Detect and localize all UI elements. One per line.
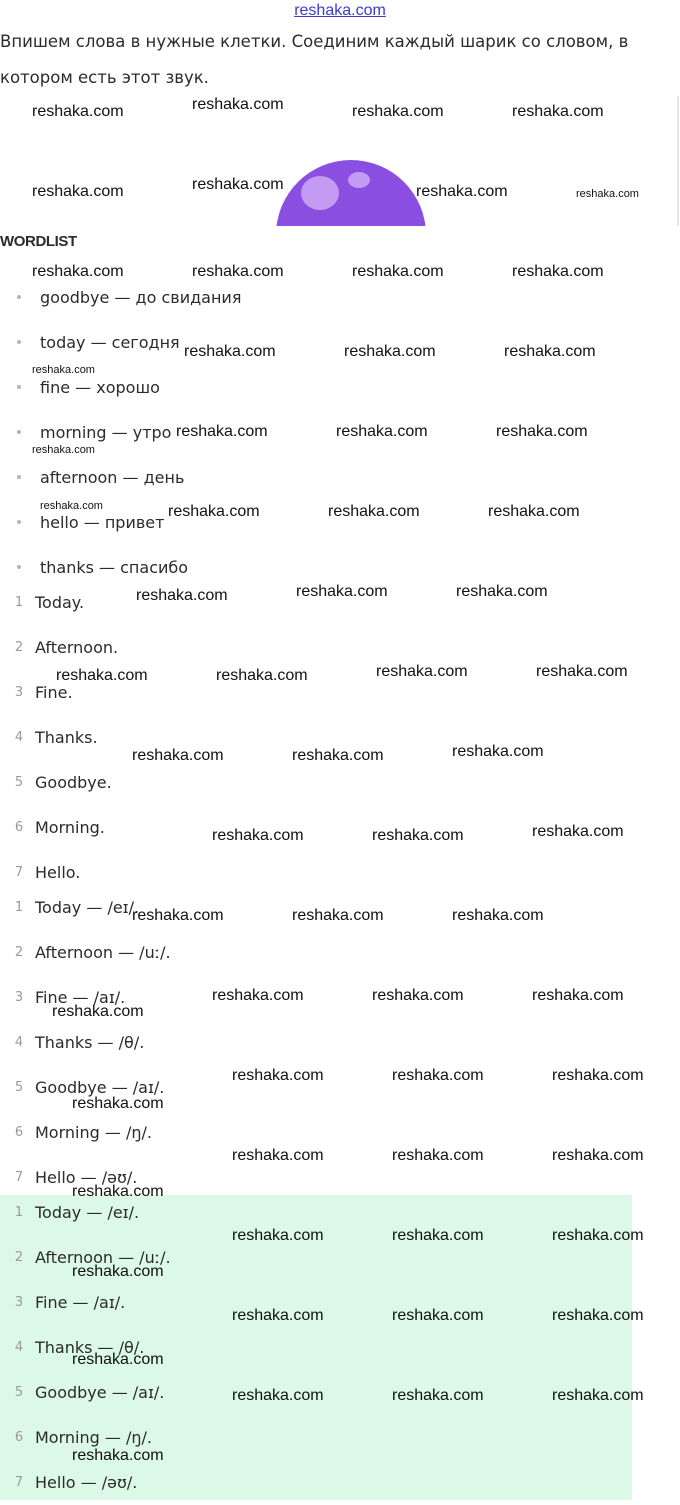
watermark-text: reshaka.com — [552, 1067, 644, 1084]
watermark-text: reshaka.com — [532, 823, 624, 840]
bullet-icon — [17, 430, 21, 434]
list-number: 5 — [14, 1080, 24, 1095]
watermark-text: reshaka.com — [512, 103, 604, 120]
list-item-text: Fine — /aɪ/. — [35, 988, 126, 1007]
list-item-text: Thanks. — [35, 728, 98, 747]
list-number: 3 — [14, 990, 24, 1005]
list-item-text: Afternoon. — [35, 638, 119, 657]
watermark-text: reshaka.com — [192, 263, 284, 280]
watermark-text: reshaka.com — [56, 667, 148, 684]
watermark-text: reshaka.com — [40, 500, 103, 512]
watermark-text: reshaka.com — [192, 176, 284, 193]
list-item-text: Fine. — [35, 683, 73, 702]
list-number: 6 — [14, 1125, 24, 1140]
watermark-text: reshaka.com — [32, 444, 95, 456]
watermark-text: reshaka.com — [72, 1447, 164, 1464]
list-item-text: Morning — /ŋ/. — [35, 1123, 152, 1142]
watermark-text: reshaka.com — [212, 987, 304, 1004]
watermark-text: reshaka.com — [132, 907, 224, 924]
watermark-text: reshaka.com — [452, 907, 544, 924]
list-item-text: Hello — /əʊ/. — [35, 1473, 138, 1492]
bullet-icon — [17, 295, 21, 299]
watermark-text: reshaka.com — [352, 103, 444, 120]
watermark-text: reshaka.com — [352, 263, 444, 280]
wordlist-item-text: hello — привет — [40, 513, 165, 532]
list-number: 2 — [14, 945, 24, 960]
watermark-text: reshaka.com — [532, 987, 624, 1004]
watermark-text: reshaka.com — [176, 423, 268, 440]
wordlist-item-text: today — сегодня — [40, 333, 180, 352]
watermark-text: reshaka.com — [292, 747, 384, 764]
wordlist-item-text: afternoon — день — [40, 468, 185, 487]
watermark-text: reshaka.com — [416, 183, 508, 200]
watermark-text: reshaka.com — [452, 743, 544, 760]
watermark-text: reshaka.com — [512, 263, 604, 280]
list-number: 6 — [14, 1430, 24, 1445]
watermark-text: reshaka.com — [488, 503, 580, 520]
watermark-text: reshaka.com — [212, 827, 304, 844]
wordlist-item-text: goodbye — до свидания — [40, 288, 242, 307]
list-number: 1 — [14, 1205, 24, 1220]
watermark-text: reshaka.com — [552, 1227, 644, 1244]
list-item-text: Goodbye — /aɪ/. — [35, 1383, 165, 1402]
wordlist-item-text: fine — хорошо — [40, 378, 160, 397]
watermark-text: reshaka.com — [52, 1003, 144, 1020]
bullet-icon — [17, 475, 21, 479]
watermark-text: reshaka.com — [168, 503, 260, 520]
watermark-text: reshaka.com — [72, 1263, 164, 1280]
watermark-text: reshaka.com — [232, 1147, 324, 1164]
list-item-text: Hello — /əʊ/. — [35, 1168, 138, 1187]
watermark-text: reshaka.com — [72, 1183, 164, 1200]
list-number: 7 — [14, 865, 24, 880]
watermark-text: reshaka.com — [344, 343, 436, 360]
list-item-text: Afternoon — /uː/. — [35, 943, 171, 962]
watermark-text: reshaka.com — [496, 423, 588, 440]
list-item-text: Fine — /aɪ/. — [35, 1293, 126, 1312]
scroll-edge — [677, 96, 679, 226]
list-number: 4 — [14, 1340, 24, 1355]
watermark-text: reshaka.com — [552, 1307, 644, 1324]
watermark-text: reshaka.com — [292, 907, 384, 924]
list-number: 4 — [14, 730, 24, 745]
list-number: 5 — [14, 1385, 24, 1400]
list-number: 1 — [14, 595, 24, 610]
watermark-text: reshaka.com — [216, 667, 308, 684]
watermark-text: reshaka.com — [72, 1095, 164, 1112]
watermark-text: reshaka.com — [504, 343, 596, 360]
list-item-text: Today — /eɪ/. — [35, 1203, 140, 1222]
watermark-text: reshaka.com — [392, 1147, 484, 1164]
watermark-text: reshaka.com — [392, 1067, 484, 1084]
bullet-icon — [17, 520, 21, 524]
watermark-text: reshaka.com — [456, 583, 548, 600]
list-number: 7 — [14, 1475, 24, 1490]
list-item-text: Goodbye — /aɪ/. — [35, 1078, 165, 1097]
watermark-text: reshaka.com — [232, 1387, 324, 1404]
task-instruction: Впишем слова в нужные клетки. Соединим каждый шарик со словом, в котором есть этот звук. — [0, 32, 629, 87]
list-item-text: Thanks — /θ/. — [35, 1033, 145, 1052]
wordlist-item-text: morning — утро — [40, 423, 172, 442]
watermark-text: reshaka.com — [392, 1227, 484, 1244]
balloon-image — [276, 160, 426, 226]
list-number: 3 — [14, 685, 24, 700]
list-number: 1 — [14, 900, 24, 915]
watermark-text: reshaka.com — [392, 1307, 484, 1324]
list-item-text: Hello. — [35, 863, 81, 882]
list-item-text: Morning — /ŋ/. — [35, 1428, 152, 1447]
watermark-text: reshaka.com — [136, 587, 228, 604]
list-item-text: Thanks — /θ/. — [35, 1338, 145, 1357]
list-number: 2 — [14, 640, 24, 655]
watermark-text: reshaka.com — [184, 343, 276, 360]
watermark-text: reshaka.com — [376, 663, 468, 680]
watermark-text: reshaka.com — [536, 663, 628, 680]
list-item-text: Morning. — [35, 818, 105, 837]
list-number: 5 — [14, 775, 24, 790]
watermark-text: reshaka.com — [192, 96, 284, 113]
watermark-text: reshaka.com — [72, 1351, 164, 1368]
site-header-link[interactable]: reshaka.com — [294, 2, 386, 19]
watermark-text: reshaka.com — [32, 263, 124, 280]
list-item-text: Today — /eɪ/. — [35, 898, 140, 917]
wordlist-item-text: thanks — спасибо — [40, 558, 189, 577]
bullet-icon — [17, 565, 21, 569]
list-number: 4 — [14, 1035, 24, 1050]
list-number: 2 — [14, 1250, 24, 1265]
watermark-text: reshaka.com — [32, 103, 124, 120]
watermark-text: reshaka.com — [576, 188, 639, 200]
list-number: 6 — [14, 820, 24, 835]
watermark-text: reshaka.com — [328, 503, 420, 520]
watermark-text: reshaka.com — [392, 1387, 484, 1404]
list-item-text: Today. — [35, 593, 85, 612]
list-item-text: Goodbye. — [35, 773, 112, 792]
watermark-text: reshaka.com — [372, 827, 464, 844]
watermark-text: reshaka.com — [296, 583, 388, 600]
watermark-text: reshaka.com — [232, 1307, 324, 1324]
watermark-text: reshaka.com — [232, 1227, 324, 1244]
list-number: 3 — [14, 1295, 24, 1310]
watermark-text: reshaka.com — [552, 1147, 644, 1164]
list-number: 7 — [14, 1170, 24, 1185]
watermark-text: reshaka.com — [336, 423, 428, 440]
watermark-text: reshaka.com — [132, 747, 224, 764]
watermark-text: reshaka.com — [232, 1067, 324, 1084]
bullet-icon — [17, 340, 21, 344]
wordlist-title: WORDLIST — [0, 233, 77, 250]
watermark-text: reshaka.com — [32, 183, 124, 200]
watermark-text: reshaka.com — [372, 987, 464, 1004]
bullet-icon — [17, 385, 21, 389]
watermark-text: reshaka.com — [32, 364, 95, 376]
list-item-text: Afternoon — /uː/. — [35, 1248, 171, 1267]
watermark-text: reshaka.com — [552, 1387, 644, 1404]
